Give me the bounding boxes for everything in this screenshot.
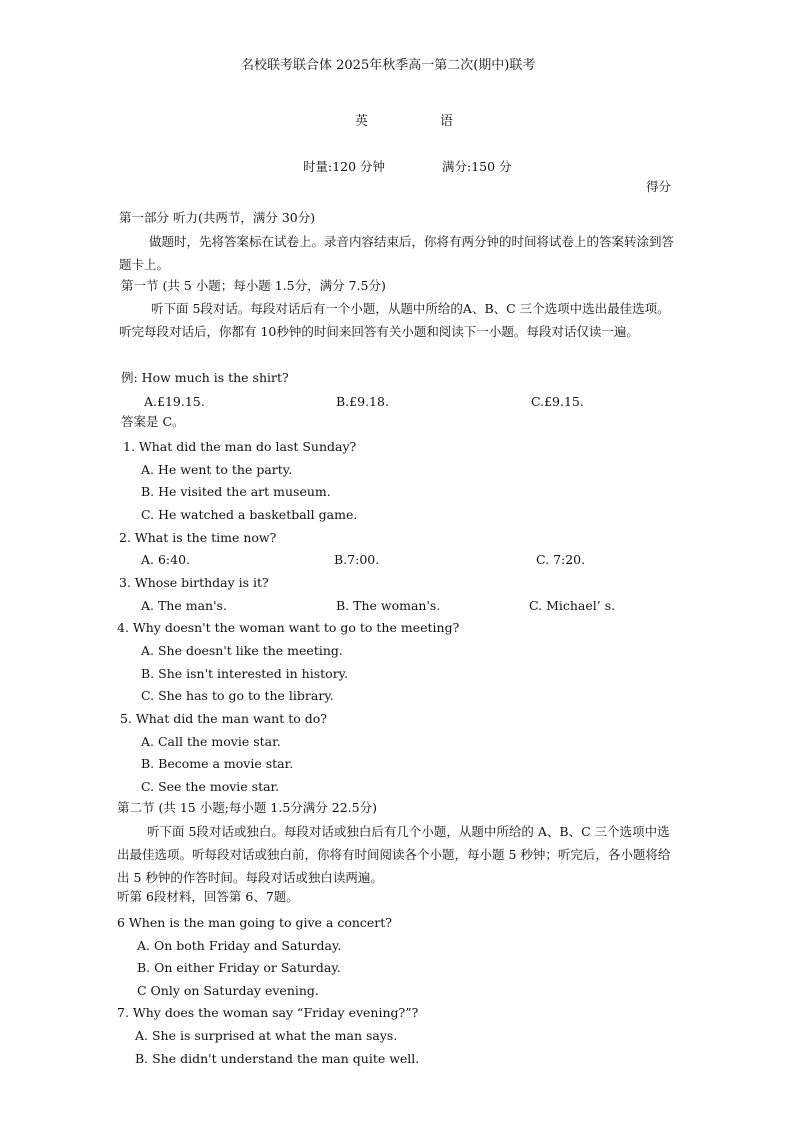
q7-option-b: B. She didn't understand the man quite well. [135,1051,420,1066]
q6-option-c: C Only on Saturday evening. [137,983,319,998]
q5-option-b: B. Become a movie star. [141,756,294,771]
section2-instruction: 听下面 5段对话或独白。每段对话或独白后有几个小题，从题中所给的 A、B、C 三个选项中选出最佳选项。听每段对话或独白前，你将有时间阅读各个小题，每小题 5 秒钟；听完后，各小题将给出 5 秒钟的作答时间。每段对话或独白读两遍。 [117,824,671,885]
section2-heading: 第二节 (共 15 小题;每小题 1.5分满分 22.5分) [117,800,377,815]
q3-option-c: C. Michael’ s. [529,598,616,613]
question-6: 6 When is the man going to give a concert? [117,915,393,930]
q1-option-b: B. He visited the art museum. [141,484,331,499]
section1-instruction: 听下面 5段对话。每段对话后有一个小题，从题中所给的A、B、C 三个选项中选出最佳选项。听完每段对话后，你都有 10秒钟的时间来回答有关小题和阅读下一小题。每段对话仅读一遍。 [119,301,670,339]
exam-title: 名校联考联合体 2025年秋季高一第二次(期中)联考 [241,58,536,73]
section1-heading: 第一节 (共 5 小题；每小题 1.5分，满分 7.5分) [121,278,386,293]
q5-option-a: A. Call the movie star. [141,734,281,749]
question-7: 7. Why does the woman say “Friday evening?”? [117,1005,419,1020]
question-3: 3. Whose birthday is it? [119,575,269,590]
exam-full-score: 满分:150 分 [442,159,512,174]
example-question: 例: How much is the shirt? [121,370,289,385]
part1-instruction: 做题时，先将答案标在试卷上。录音内容结束后，你将有两分钟的时间将试卷上的答案转涂到答题卡上。 [119,234,675,272]
q3-option-b: B. The woman's. [336,598,441,613]
q2-option-c: C. 7:20. [536,552,586,567]
q4-option-a: A. She doesn't like the meeting. [141,643,343,658]
exam-time: 时量:120 分钟 [303,159,386,174]
q3-option-a: A. The man's. [141,598,227,613]
example-option-c: C.£9.15. [531,394,584,409]
q1-option-a: A. He went to the party. [141,462,293,477]
part1-heading: 第一部分 听力(共两节，满分 30分) [119,210,316,225]
q4-option-b: B. She isn't interested in history. [141,666,349,681]
example-option-b: B.£9.18. [336,394,389,409]
q6-option-b: B. On either Friday or Saturday. [137,960,341,975]
example-answer: 答案是 C。 [121,414,185,429]
q6-option-a: A. On both Friday and Saturday. [137,938,342,953]
q2-option-b: B.7:00. [334,552,380,567]
subject-char-2: 语 [440,114,454,129]
material-note: 听第 6段材料，回答第 6、7题。 [117,889,299,904]
q1-option-c: C. He watched a basketball game. [141,507,358,522]
score-label: 得分 [646,179,672,194]
subject-char-1: 英 [355,114,369,129]
example-option-a: A.£19.15. [144,394,205,409]
question-2: 2. What is the time now? [119,530,277,545]
q7-option-a: A. She is surprised at what the man says. [135,1028,398,1043]
question-5: 5. What did the man want to do? [120,711,327,726]
q5-option-c: C. See the movie star. [141,779,280,794]
q2-option-a: A. 6:40. [141,552,191,567]
question-1: 1. What did the man do last Sunday? [123,439,357,454]
question-4: 4. Why doesn't the woman want to go to the meeting? [117,620,460,635]
q4-option-c: C. She has to go to the library. [141,688,334,703]
